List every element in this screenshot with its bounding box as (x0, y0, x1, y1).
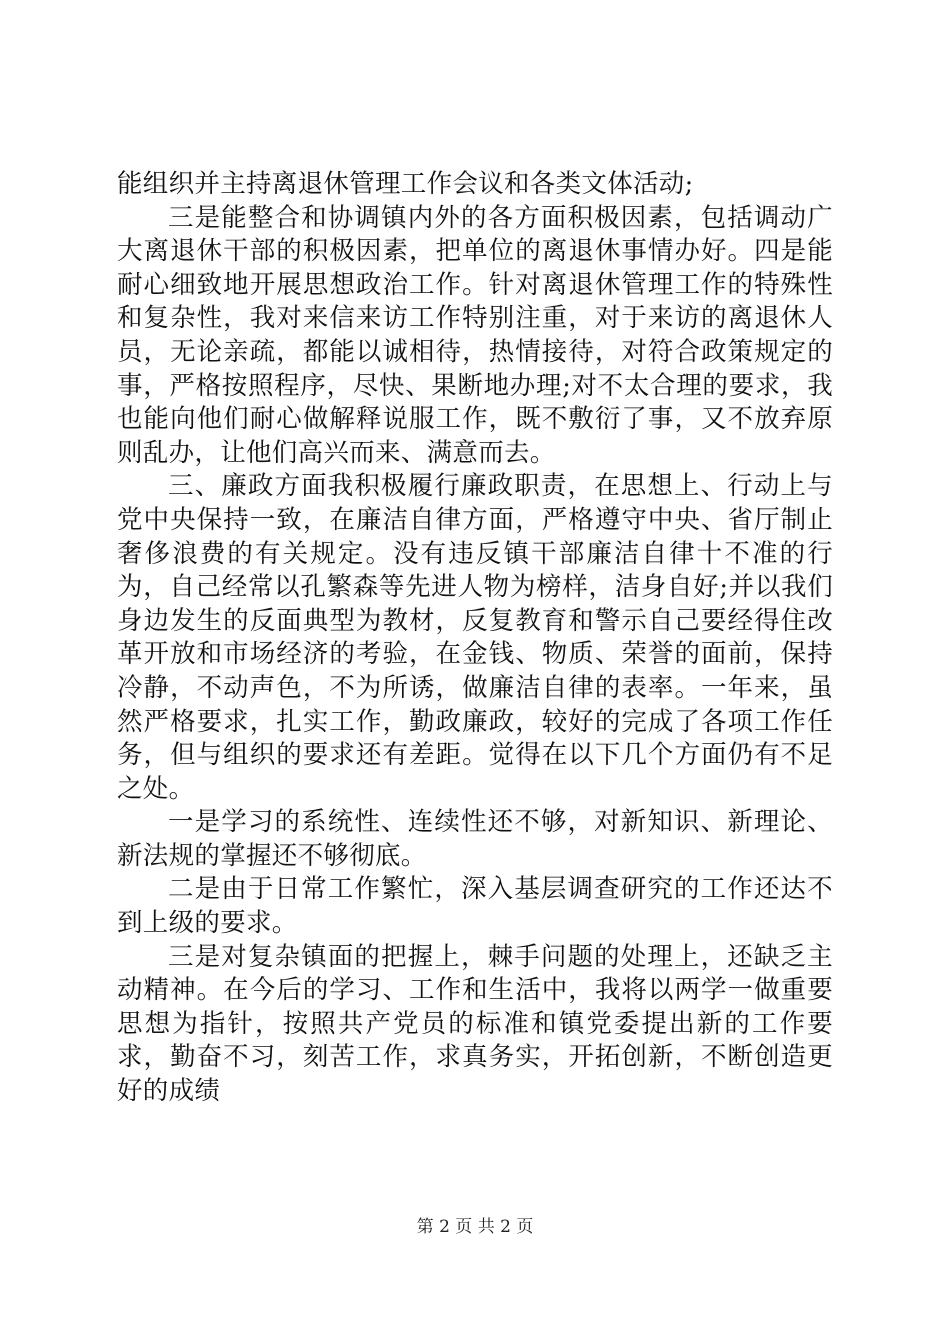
paragraph-shortcoming-study: 一是学习的系统性、连续性还不够，对新知识、新理论、新法规的掌握还不够彻底。 (117, 807, 833, 871)
paragraph-integrity: 三、廉政方面我积极履行廉政职责，在思想上、行动上与党中央保持一致，在廉洁自律方面，严格遵守中央、省厅制止奢侈浪费的有关规定。没有违反镇干部廉洁自律十不准的行为，自己经常以孔繁森等先进人物为榜样，洁身自好;并以我们身边发生的反面典型为教材，反复教育和警示自己要经得住改革开放和市场经济的考验，在金钱、物质、荣誉的面前，保持冷静，不动声色，不为所诱，做廉洁自律的表率。一年来，虽然严格要求，扎实工作，勤政廉政，较好的完成了各项工作任务，但与组织的要求还有差距。觉得在以下几个方面仍有不足之处。 (117, 471, 833, 804)
paragraph-coordination: 三是能整合和协调镇内外的各方面积极因素，包括调动广大离退休干部的积极因素，把单位的离退休事情办好。四是能耐心细致地开展思想政治工作。针对离退休管理工作的特殊性和复杂性，我对来信来访工作特别注重，对于来访的离退休人员，无论亲疏，都能以诚相待，热情接待，对符合政策规定的事，严格按照程序，尽快、果断地办理;对不太合理的要求，我也能向他们耐心做解释说服工作，既不敷衍了事，又不放弃原则乱办，让他们高兴而来、满意而去。 (117, 202, 833, 468)
paragraph-shortcoming-research: 二是由于日常工作繁忙，深入基层调查研究的工作还达不到上级的要求。 (117, 874, 833, 939)
document-body (117, 168, 833, 1109)
paragraph-continuation: 能组织并主持离退休管理工作会议和各类文体活动; (117, 169, 694, 199)
paragraph-shortcoming-initiative: 三是对复杂镇面的把握上，棘手问题的处理上，还缺乏主动精神。在今后的学习、工作和生活中，我将以两学一做重要思想为指针，按照共产党员的标准和镇党委提出新的工作要求，勤奋不习，刻苦工作，求真务实，开拓创新，不断创造更好的成绩 (117, 941, 833, 1107)
page-number-footer: 第 2 页 共 2 页 (416, 1217, 534, 1237)
